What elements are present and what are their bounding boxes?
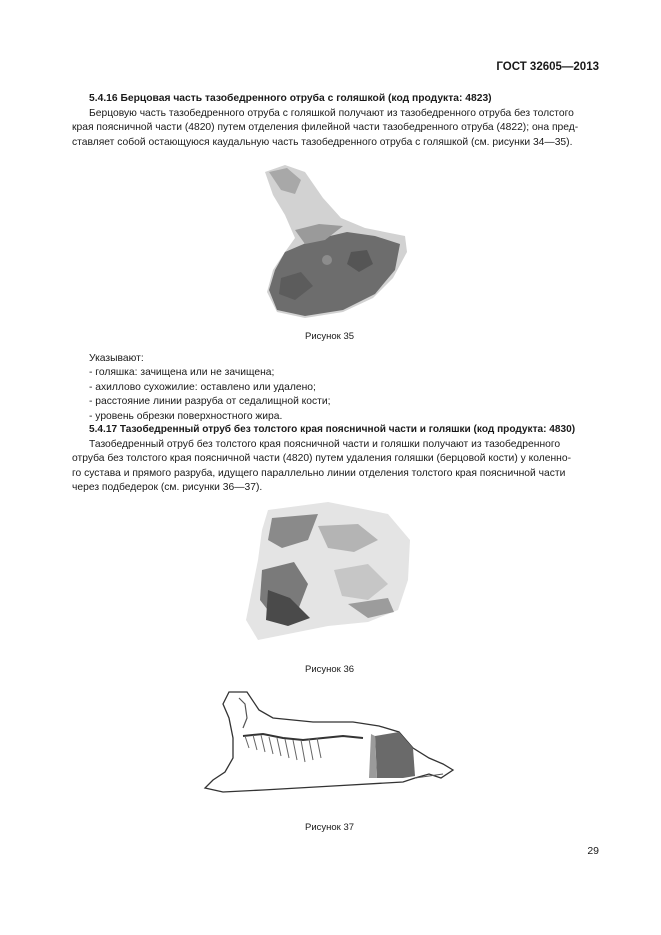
section-4830 — [72, 423, 603, 496]
figure-36-image — [238, 500, 418, 650]
paragraph-line: отруба без толстого края поясничной части (4820) путем удаления голяшки (берцовой кости) у коленно- — [72, 453, 571, 465]
list-label: Указывают: — [89, 353, 144, 364]
figure-35-image — [255, 160, 415, 330]
figure-36-caption: Рисунок 36 — [305, 664, 355, 675]
section-heading: 5.4.16 Берцовая часть тазобедренного отруба с голяшкой (код продукта: 4823) — [89, 93, 492, 104]
page-number: 29 — [587, 845, 599, 857]
document-code: ГОСТ 32605—2013 — [496, 61, 599, 73]
list-item: - голяшка: зачищена или не зачищена; — [89, 367, 275, 379]
list-item: - ахиллово сухожилие: оставлено или удалено; — [89, 381, 316, 393]
paragraph-line: через подбедерок (см. рисунки 36—37). — [72, 482, 263, 494]
section-4823 — [72, 92, 599, 150]
paragraph-line: го сустава и прямого разруба, идущего параллельно линии отделения толстого края поясничной части — [72, 467, 566, 479]
list-item: - уровень обрезки поверхностного жира. — [89, 410, 283, 422]
section-heading: 5.4.17 Тазобедренный отруб без толстого края поясничной части и голяшки (код продукта: 4830) — [89, 424, 576, 435]
paragraph-line: Тазобедренный отруб без толстого края поясничной части и голяшки получают из тазобедренного — [89, 438, 561, 450]
paragraph-line: ставляет собой остающуюся каудальную часть тазобедренного отруба с голяшкой (см. рисунки 34—35). — [72, 136, 573, 148]
paragraph-line: Берцовую часть тазобедренного отруба с голяшкой получают из тазобедренного отруба без толстого — [89, 107, 574, 119]
figure-35-caption: Рисунок 35 — [305, 331, 355, 342]
figure-37-image — [203, 688, 459, 800]
list-item: - расстояние линии разруба от седалищной кости; — [89, 396, 331, 408]
paragraph-line: края поясничной части (4820) путем отделения филейной части тазобедренного отруба (4822); она пред- — [72, 122, 579, 134]
figure-37-caption: Рисунок 37 — [305, 822, 355, 833]
specify-list — [89, 352, 331, 424]
